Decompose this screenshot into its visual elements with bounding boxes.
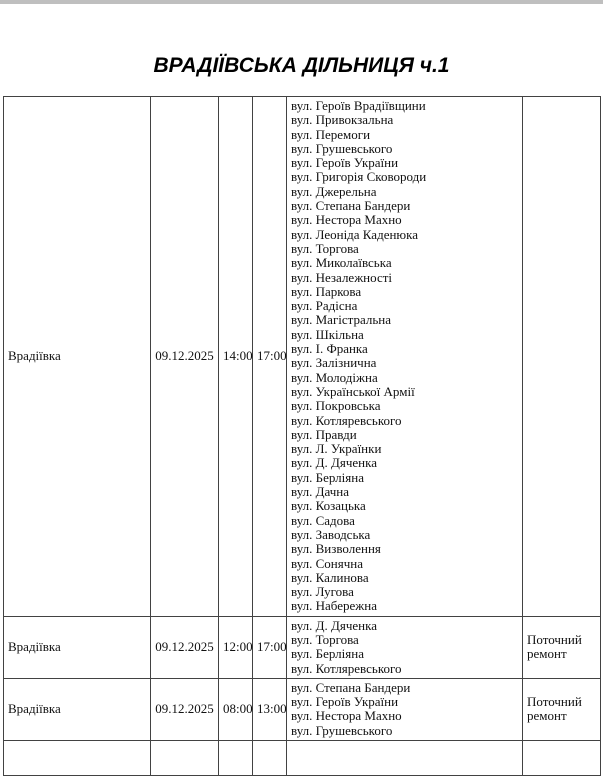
street-line: вул. Берліяна	[291, 646, 364, 662]
street-line: вул. Привокзальна	[291, 112, 394, 128]
street-line: вул. Правди	[291, 426, 357, 442]
repair-note-cell: Поточний ремонт	[523, 616, 601, 678]
start-time-cell: 14:00	[219, 97, 253, 617]
street-line: вул. Сонячна	[291, 555, 363, 571]
streets-cell	[287, 678, 523, 740]
street-line: вул. Заводська	[291, 526, 371, 542]
empty-cell	[287, 741, 523, 776]
streets-cell	[287, 616, 523, 678]
end-time-cell: 17:00	[253, 97, 287, 617]
street-line: вул. Покровська	[291, 398, 381, 414]
street-line: вул. Героїв України	[291, 694, 399, 710]
date-cell: 09.12.2025	[151, 678, 219, 740]
page-title: ВРАДІЇВСЬКА ДІЛЬНИЦЯ ч.1	[153, 54, 450, 77]
street-line: вул. Степана Бандери	[291, 679, 411, 695]
street-line: вул. Лугова	[291, 584, 354, 600]
street-line: вул. Котляревського	[291, 412, 402, 428]
street-line: вул. Дачна	[291, 484, 349, 500]
empty-cell	[4, 741, 151, 776]
street-line: вул. Торгова	[291, 240, 359, 256]
streets-cell	[287, 97, 523, 617]
street-line: вул. Грушевського	[291, 140, 393, 156]
street-line: вул. Калинова	[291, 569, 369, 585]
street-line: вул. Д. Дяченка	[291, 617, 377, 633]
street-line: вул. Котляревського	[291, 660, 402, 676]
street-line: вул. Шкільна	[291, 326, 364, 342]
table-row-partial	[4, 741, 601, 776]
table-row	[4, 616, 601, 678]
start-time-cell: 08:00	[219, 678, 253, 740]
street-line: вул. Л. Українки	[291, 441, 382, 457]
street-line: вул. Української Армії	[291, 383, 415, 399]
table-row	[4, 97, 601, 617]
schedule-table-body	[4, 97, 601, 776]
street-line: вул. Молодіжна	[291, 369, 378, 385]
outage-schedule-table	[3, 96, 601, 776]
street-line: вул. Козацька	[291, 498, 366, 514]
street-line: вул. Залізнична	[291, 355, 377, 371]
repair-note-cell	[523, 97, 601, 617]
street-line: вул. Незалежності	[291, 269, 393, 285]
street-line: вул. Радісна	[291, 298, 358, 314]
street-line: вул. Григорія Сковороди	[291, 169, 427, 185]
date-cell: 09.12.2025	[151, 97, 219, 617]
location-cell: Врадіївка	[4, 616, 151, 678]
street-line: вул. Торгова	[291, 631, 359, 647]
repair-note-cell: Поточний ремонт	[523, 678, 601, 740]
street-line: вул. Берліяна	[291, 469, 364, 485]
street-line: вул. Джерельна	[291, 183, 377, 199]
street-line: вул. Леоніда Каденюка	[291, 226, 419, 242]
street-line: вул. Нестора Махно	[291, 708, 402, 724]
street-line: вул. Д. Дяченка	[291, 455, 377, 471]
end-time-cell: 13:00	[253, 678, 287, 740]
date-cell: 09.12.2025	[151, 616, 219, 678]
start-time-cell: 12:00	[219, 616, 253, 678]
street-line: вул. Грушевського	[291, 722, 393, 738]
street-line: вул. Степана Бандери	[291, 198, 411, 214]
table-row	[4, 678, 601, 740]
street-line: вул. Героїв Врадіївщини	[291, 98, 426, 113]
street-line: вул. Миколаївська	[291, 255, 392, 271]
top-gray-bar	[0, 0, 603, 4]
empty-cell	[151, 741, 219, 776]
street-line: вул. Садова	[291, 512, 355, 528]
street-line: вул. Магістральна	[291, 312, 392, 328]
empty-cell	[523, 741, 601, 776]
end-time-cell: 17:00	[253, 616, 287, 678]
street-line: вул. Набережна	[291, 598, 377, 614]
location-cell: Врадіївка	[4, 678, 151, 740]
street-line: вул. Визволення	[291, 541, 381, 557]
street-line: вул. Героїв України	[291, 155, 399, 171]
empty-cell	[219, 741, 253, 776]
street-line: вул. Паркова	[291, 283, 362, 299]
location-cell: Врадіївка	[4, 97, 151, 617]
empty-cell	[253, 741, 287, 776]
street-line: вул. І. Франка	[291, 341, 368, 357]
street-line: вул. Нестора Махно	[291, 212, 402, 228]
street-line: вул. Перемоги	[291, 126, 371, 142]
